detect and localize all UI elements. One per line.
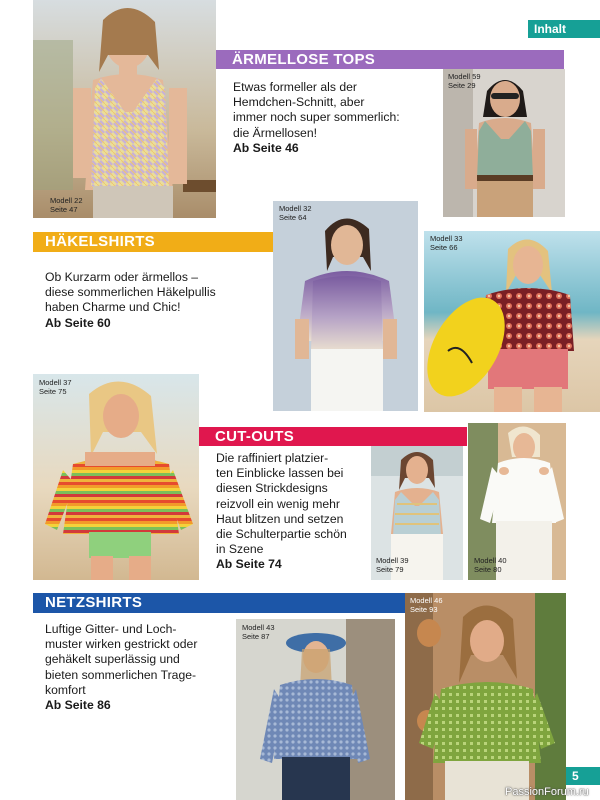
section-text-aermellose — [233, 80, 400, 156]
page-number: 5 — [572, 769, 579, 783]
text-line: Etwas formeller als der — [233, 80, 357, 94]
text-line: diesen Strickdesigns — [216, 481, 328, 496]
page-number-box — [566, 767, 600, 785]
text-line: haben Charme und Chic! — [45, 300, 181, 315]
text-line: die Ärmellosen! — [233, 125, 317, 140]
section-band-haekel — [33, 232, 273, 252]
caption-modell-37: Modell 37 Seite 75 — [39, 378, 72, 396]
page-ref: Ab Seite 86 — [45, 698, 111, 713]
text-line: Die raffiniert platzier- — [216, 451, 329, 465]
watermark: PassionForum.ru — [505, 786, 589, 798]
page-ref: Ab Seite 46 — [233, 140, 299, 155]
photo-modell-46 — [405, 593, 566, 800]
text-line: muster wirken gestrickt oder — [45, 637, 198, 652]
caption-modell-22: Modell 22 Seite 47 — [50, 196, 83, 214]
text-line: Hemdchen-Schnitt, aber — [233, 95, 365, 110]
photo-modell-22 — [33, 0, 216, 218]
photo-modell-33 — [424, 231, 600, 412]
section-text-haekel — [45, 270, 216, 331]
photo-modell-32 — [273, 201, 418, 411]
text-line: in Szene — [216, 542, 264, 557]
section-title-aermellose: ÄRMELLOSE TOPS — [232, 51, 376, 68]
text-line: bieten sommerlichen Trage- — [45, 667, 197, 682]
text-line: komfort — [45, 682, 86, 697]
section-band-aermellose — [216, 50, 564, 69]
text-line: gehäkelt superlässig und — [45, 652, 180, 667]
caption-modell-59: Modell 59 Seite 29 — [448, 72, 481, 90]
section-band-netz — [33, 593, 405, 613]
photo-modell-43 — [236, 619, 395, 800]
text-line: diese sommerlichen Häkelpullis — [45, 285, 216, 300]
page-ref: Ab Seite 74 — [216, 557, 282, 572]
text-line: Ob Kurzarm oder ärmellos – — [45, 270, 199, 284]
text-line: ten Einblicke lassen bei — [216, 466, 344, 481]
inhalt-label: Inhalt — [534, 22, 566, 36]
page-ref: Ab Seite 60 — [45, 315, 111, 330]
text-line: Haut blitzen und setzen — [216, 511, 344, 526]
text-line: reizvoll ein wenig mehr — [216, 496, 340, 511]
section-title-netz: NETZSHIRTS — [45, 594, 143, 611]
inhalt-tab[interactable] — [528, 20, 600, 38]
section-title-haekel: HÄKELSHIRTS — [45, 233, 155, 250]
photo-modell-59 — [443, 69, 565, 217]
section-band-cutouts — [199, 427, 467, 446]
caption-modell-43: Modell 43 Seite 87 — [242, 623, 275, 641]
caption-modell-40: Modell 40 Seite 80 — [474, 556, 507, 574]
caption-modell-32: Modell 32 Seite 64 — [279, 204, 312, 222]
caption-modell-46: Modell 46 Seite 93 — [410, 596, 443, 614]
caption-modell-33: Modell 33 Seite 66 — [430, 234, 463, 252]
text-line: immer noch super sommerlich: — [233, 110, 400, 125]
text-line: Luftige Gitter- und Loch- — [45, 622, 177, 636]
section-text-netz — [45, 622, 197, 713]
section-text-cutouts — [216, 451, 347, 573]
caption-modell-39: Modell 39 Seite 79 — [376, 556, 409, 574]
section-title-cutouts: CUT-OUTS — [215, 428, 295, 445]
photo-modell-37 — [33, 374, 199, 580]
text-line: die Schulterpartie schön — [216, 527, 347, 542]
